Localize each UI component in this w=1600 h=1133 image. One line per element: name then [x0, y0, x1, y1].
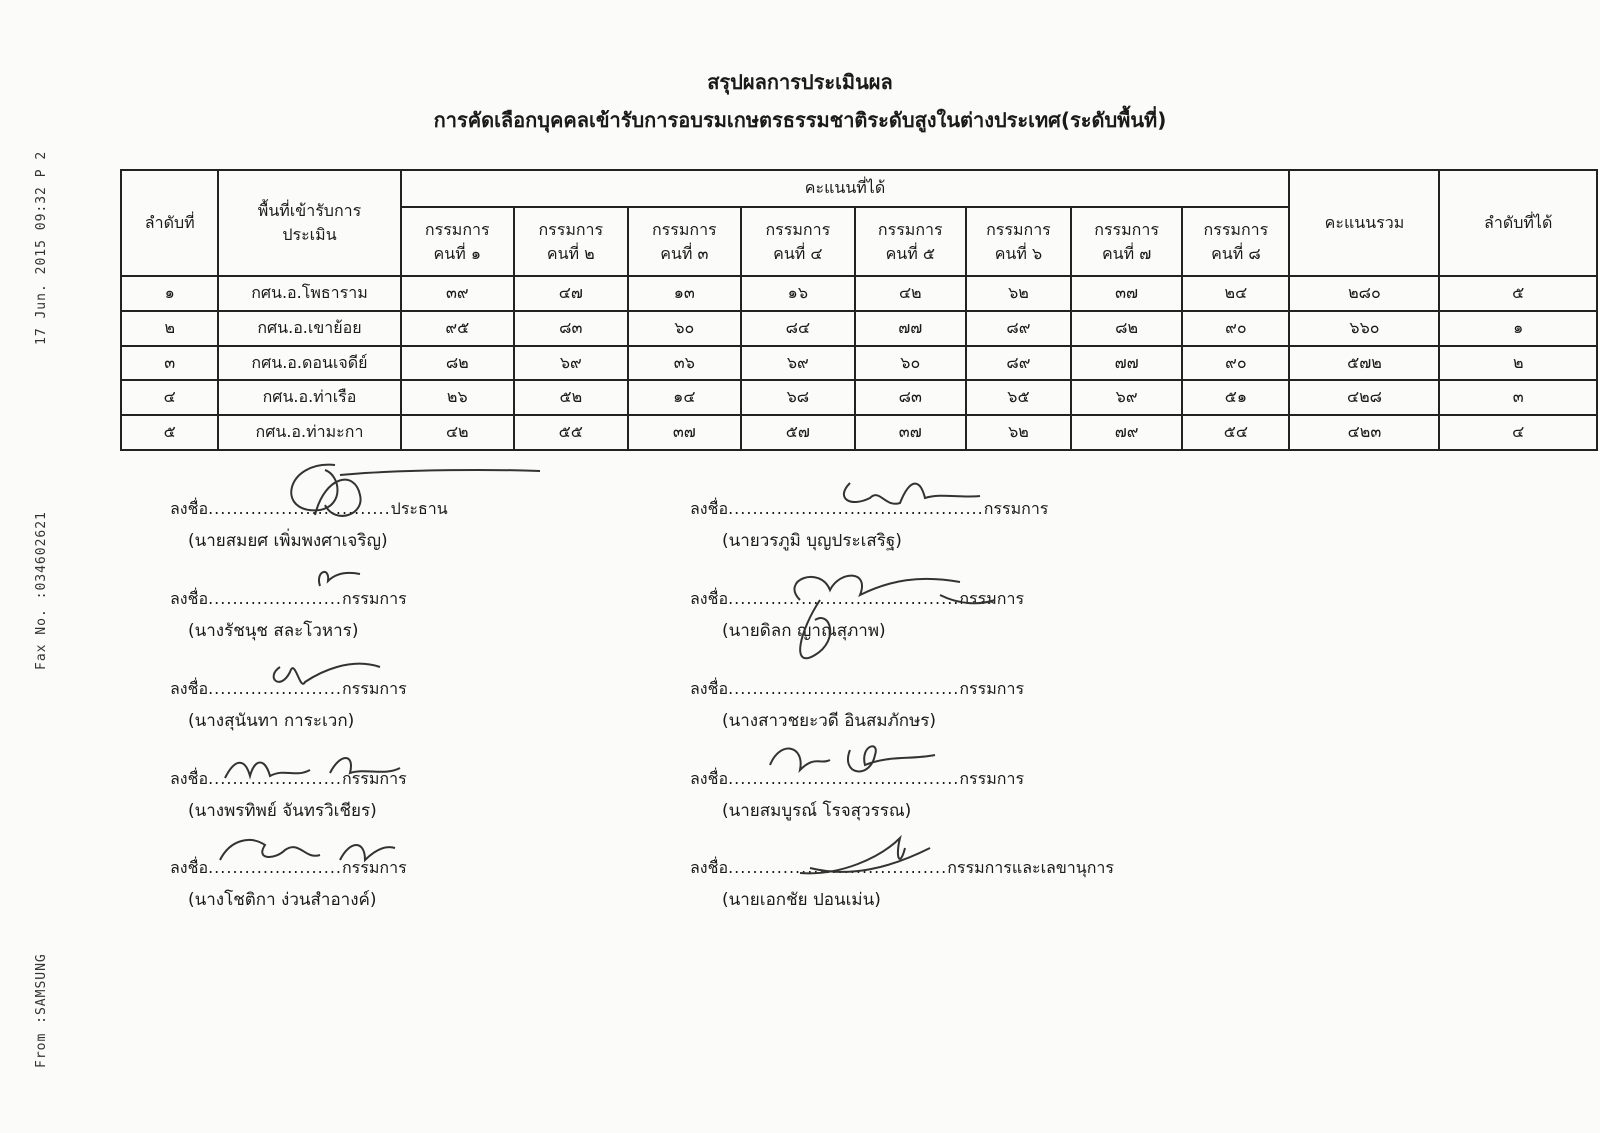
score-cell-judge-5: ๓๗	[855, 415, 966, 450]
score-cell-judge-3: ๓๖	[628, 346, 742, 381]
score-cell-judge-1: ๙๕	[401, 311, 515, 346]
row-area-cell: กศน.อ.เขาย้อย	[218, 311, 400, 346]
signature-scribble-chair	[265, 455, 545, 535]
row-area-cell: กศน.อ.โพธาราม	[218, 276, 400, 311]
signature-dotted-line: ..............................	[208, 499, 391, 518]
score-cell-judge-5: ๔๒	[855, 276, 966, 311]
score-cell-judge-6: ๘๙	[966, 311, 1071, 346]
signature-dotted-line: ......................	[208, 858, 342, 877]
score-cell-judge-7: ๘๒	[1071, 311, 1182, 346]
signature-scribble-8	[760, 735, 960, 785]
score-cell-judge-6: ๖๒	[966, 276, 1071, 311]
signature-scribble-5	[205, 830, 405, 875]
signature-scribble-6	[830, 468, 990, 518]
signature-label: ลงชื่อ	[690, 589, 729, 608]
signature-scribble-3	[260, 652, 400, 702]
signatory-name: (นางพรทิพย์ จันทรวิเชียร)	[188, 801, 377, 821]
signature-dotted-line: ......................................	[728, 589, 960, 608]
score-cell-judge-8: ๙๐	[1182, 346, 1289, 381]
signature-role: กรรมการ	[341, 589, 407, 608]
signature-dotted-line: ......................................	[728, 679, 960, 698]
header-judge-4: กรรมการ คนที่ ๔	[741, 207, 855, 276]
table-row	[121, 380, 1597, 415]
signatory-name: (นางโชติกา ง่วนสำอางค์)	[188, 890, 377, 910]
signature-label: ลงชื่อ	[690, 858, 729, 877]
score-cell-judge-2: ๕๒	[514, 380, 628, 415]
score-cell-judge-4: ๖๙	[741, 346, 855, 381]
signature-dotted-line: ......................	[208, 589, 342, 608]
row-rank-cell: ๔	[1439, 415, 1597, 450]
signature-role: กรรมการ	[341, 858, 407, 877]
signature-role: ประธาน	[390, 499, 448, 518]
signature-label: ลงชื่อ	[690, 679, 729, 698]
score-cell-judge-3: ๓๗	[628, 415, 742, 450]
score-cell-judge-2: ๕๕	[514, 415, 628, 450]
document-title: สรุปผลการประเมินผล	[707, 70, 893, 94]
document-subtitle: การคัดเลือกบุคคลเข้ารับการอบรมเกษตรธรรมชาติระดับสูงในต่างประเทศ(ระดับพื้นที่)	[433, 108, 1167, 132]
signatory-name: (นายสมยศ เพิ่มพงศาเจริญ)	[188, 531, 388, 551]
signature-line-right-3	[690, 677, 1024, 702]
row-area-cell: กศน.อ.ดอนเจดีย์	[218, 346, 400, 381]
score-cell-judge-4: ๖๘	[741, 380, 855, 415]
score-cell-judge-1: ๔๒	[401, 415, 515, 450]
signature-scribble-7	[760, 560, 1000, 680]
table-row	[121, 311, 1597, 346]
signature-role: กรรมการ	[341, 679, 407, 698]
header-rank: ลำดับที่ได้	[1439, 170, 1597, 276]
score-cell-judge-5: ๗๗	[855, 311, 966, 346]
row-rank-cell: ๕	[1439, 276, 1597, 311]
score-cell-judge-6: ๘๙	[966, 346, 1071, 381]
header-judge-1: กรรมการ คนที่ ๑	[401, 207, 515, 276]
table-row	[121, 276, 1597, 311]
score-cell-judge-6: ๖๕	[966, 380, 1071, 415]
score-cell-judge-1: ๓๙	[401, 276, 515, 311]
signature-role: กรรมการ	[959, 769, 1025, 788]
signature-scribble-4	[215, 748, 415, 788]
score-cell-judge-1: ๒๖	[401, 380, 515, 415]
header-judge-3: กรรมการ คนที่ ๓	[628, 207, 742, 276]
score-cell-judge-8: ๒๔	[1182, 276, 1289, 311]
score-cell-judge-4: ๘๔	[741, 311, 855, 346]
row-rank-cell: ๑	[1439, 311, 1597, 346]
signature-dotted-line: ......................	[208, 769, 342, 788]
signature-role: กรรมการ	[341, 769, 407, 788]
score-cell-judge-4: ๕๗	[741, 415, 855, 450]
header-judge-7: กรรมการ คนที่ ๗	[1071, 207, 1182, 276]
signatory-name: (นางสาวชยะวดี อินสมภักษร)	[722, 711, 937, 731]
signature-label: ลงชื่อ	[170, 769, 209, 788]
score-cell-judge-7: ๗๙	[1071, 415, 1182, 450]
score-cell-judge-4: ๑๖	[741, 276, 855, 311]
score-table	[120, 169, 1598, 451]
score-cell-judge-8: ๕๔	[1182, 415, 1289, 450]
score-cell-judge-2: ๔๗	[514, 276, 628, 311]
row-order-cell: ๒	[121, 311, 218, 346]
header-judge-8: กรรมการ คนที่ ๘	[1182, 207, 1289, 276]
row-order-cell: ๓	[121, 346, 218, 381]
signature-scribble-2	[300, 566, 380, 596]
row-total-cell: ๒๘๐	[1289, 276, 1439, 311]
signature-label: ลงชื่อ	[170, 589, 209, 608]
row-area-cell: กศน.อ.ท่ามะกา	[218, 415, 400, 450]
signature-label: ลงชื่อ	[170, 679, 209, 698]
score-cell-judge-3: ๑๔	[628, 380, 742, 415]
score-cell-judge-2: ๘๓	[514, 311, 628, 346]
table-row	[121, 415, 1597, 450]
row-total-cell: ๕๗๒	[1289, 346, 1439, 381]
row-total-cell: ๔๒๓	[1289, 415, 1439, 450]
header-judge-6: กรรมการ คนที่ ๖	[966, 207, 1071, 276]
fax-number-stamp: Fax No. :034602621	[34, 511, 49, 670]
header-scores-group: คะแนนที่ได้	[401, 170, 1290, 207]
signature-role: กรรมการ	[959, 589, 1025, 608]
header-judge-5: กรรมการ คนที่ ๕	[855, 207, 966, 276]
signature-dotted-line: ......................	[208, 679, 342, 698]
signature-dotted-line: ......................................	[728, 769, 960, 788]
signatory-name: (นายวรภูมิ บุญประเสริฐ)	[722, 531, 902, 551]
row-rank-cell: ๓	[1439, 380, 1597, 415]
score-cell-judge-8: ๕๑	[1182, 380, 1289, 415]
table-row	[121, 346, 1597, 381]
signature-role: กรรมการ	[983, 499, 1049, 518]
fax-date-stamp: 17 Jun. 2015 09:32 P 2	[34, 150, 49, 345]
score-cell-judge-8: ๙๐	[1182, 311, 1289, 346]
score-cell-judge-1: ๘๒	[401, 346, 515, 381]
header-area: พื้นที่เข้ารับการประเมิน	[218, 170, 400, 276]
fax-sender-stamp: From :SAMSUNG	[34, 953, 49, 1068]
signatory-name: (นางสุนันทา การะเวก)	[188, 711, 355, 731]
score-cell-judge-7: ๗๗	[1071, 346, 1182, 381]
score-cell-judge-6: ๖๒	[966, 415, 1071, 450]
score-cell-judge-2: ๖๙	[514, 346, 628, 381]
row-order-cell: ๔	[121, 380, 218, 415]
signature-dotted-line: ..........................................	[728, 499, 984, 518]
row-total-cell: ๖๖๐	[1289, 311, 1439, 346]
signature-label: ลงชื่อ	[690, 499, 729, 518]
signature-role: กรรมการและเลขานุการ	[947, 858, 1114, 877]
header-total: คะแนนรวม	[1289, 170, 1439, 276]
score-cell-judge-3: ๑๓	[628, 276, 742, 311]
signature-label: ลงชื่อ	[690, 769, 729, 788]
row-order-cell: ๑	[121, 276, 218, 311]
row-total-cell: ๔๒๘	[1289, 380, 1439, 415]
signature-role: กรรมการ	[959, 679, 1025, 698]
header-order: ลำดับที่	[121, 170, 218, 276]
signatory-name: (นายสมบูรณ์ โรจสุวรรณ)	[722, 801, 912, 821]
header-judge-2: กรรมการ คนที่ ๒	[514, 207, 628, 276]
signatory-name: (นางรัชนุช สละโวหาร)	[188, 621, 359, 641]
score-cell-judge-3: ๖๐	[628, 311, 742, 346]
score-cell-judge-5: ๖๐	[855, 346, 966, 381]
signatory-name: (นายเอกชัย ปอนเม่น)	[722, 890, 881, 910]
signature-dotted-line: ....................................	[728, 858, 948, 877]
signature-label: ลงชื่อ	[170, 858, 209, 877]
score-table-body	[121, 276, 1597, 450]
row-order-cell: ๕	[121, 415, 218, 450]
signature-label: ลงชื่อ	[170, 499, 209, 518]
score-cell-judge-7: ๓๗	[1071, 276, 1182, 311]
row-rank-cell: ๒	[1439, 346, 1597, 381]
row-area-cell: กศน.อ.ท่าเรือ	[218, 380, 400, 415]
signature-scribble-9	[790, 828, 950, 888]
score-cell-judge-5: ๘๓	[855, 380, 966, 415]
score-cell-judge-7: ๖๙	[1071, 380, 1182, 415]
signatory-name: (นายดิลก ญาณสุภาพ)	[722, 621, 886, 641]
